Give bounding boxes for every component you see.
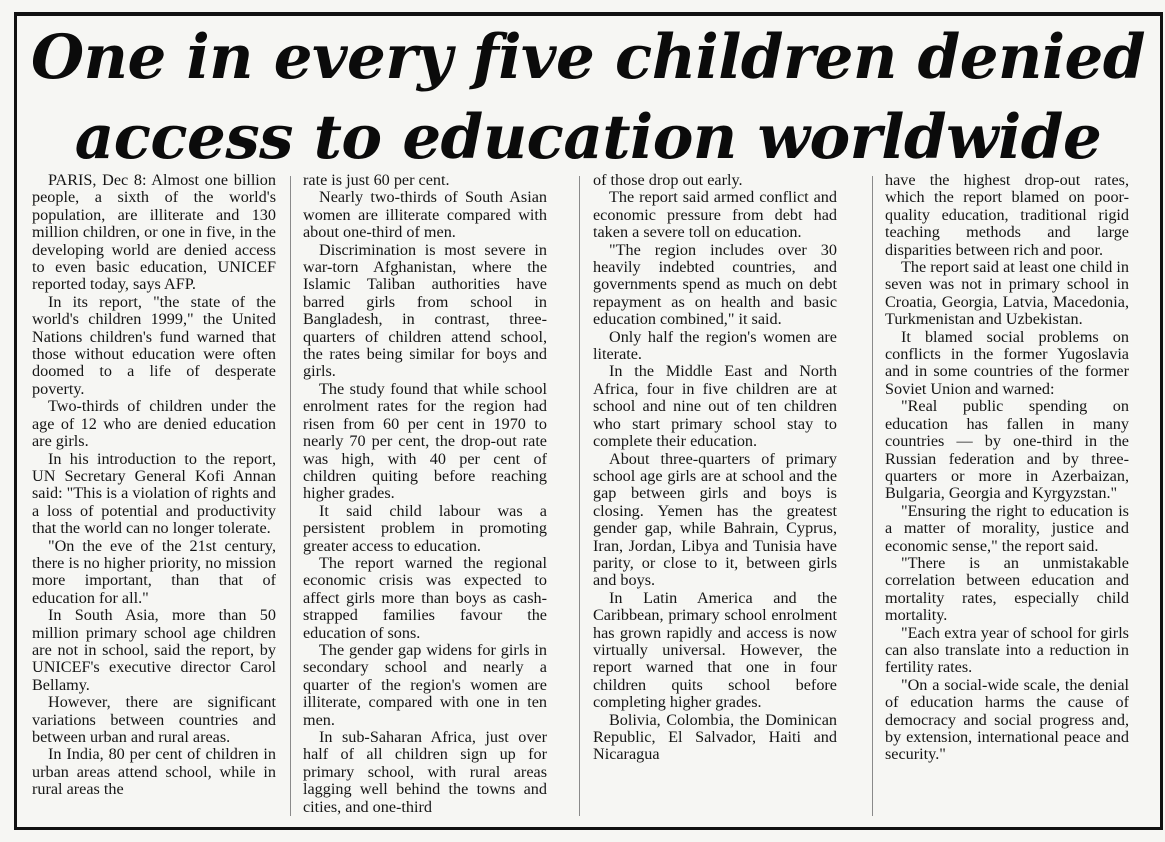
paragraph: The report warned the regional economic crisis was expected to affect girls more than boys as cash-strapped families favour the education of sons.	[303, 553, 547, 642]
paragraph: Only half the region's women are literate.	[593, 327, 837, 364]
paragraph: Two-thirds of children under the age of 12 who are denied education are girls.	[32, 397, 276, 451]
paragraph: "Ensuring the right to education is a matter of morality, justice and economic sense," the report said.	[885, 501, 1129, 555]
headline-line-1: One in every five children denied	[30, 22, 1146, 93]
paragraph-continuation: have the highest drop-out rates, which the report blamed on poor-quality education, traditional rigid teaching methods and large disparities between rich and poor.	[885, 172, 1129, 259]
paragraph: It said child labour was a persistent problem in promoting greater access to education.	[303, 501, 547, 555]
paragraph: About three-quarters of primary school age girls are at school and the gap between girls and boys is closing. Yemen has the greatest gender gap, while Bahrain, Cyprus, Iran, Jordan, Libya and Tunisia have parity, or close to it, between girls and boys.	[593, 449, 837, 590]
column-divider	[290, 176, 291, 816]
paragraph: "Each extra year of school for girls can also translate into a reduction in fertility rates.	[885, 623, 1129, 677]
paragraph: In sub-Saharan Africa, just over half of all children sign up for primary school, with rural areas lagging well behind the towns and cities, and one-third	[303, 728, 547, 816]
paragraph: PARIS, Dec 8: Almost one billion people, a sixth of the world's population, are illiterate and 130 million children, or one in five, in the developing world are denied access to even basic education, UNICEF reported today, says AFP.	[32, 172, 276, 294]
paragraph: In the Middle East and North Africa, four in five children are at school and nine out of ten children who start primary school stay to complete their education.	[593, 362, 837, 451]
border-right-rule	[1160, 12, 1163, 830]
border-left-rule	[14, 12, 17, 830]
column-divider	[872, 176, 873, 816]
paragraph: Bolivia, Colombia, the Dominican Republic, El Salvador, Haiti and Nicaragua	[593, 710, 837, 764]
paragraph: "The region includes over 30 heavily indebted countries, and governments spend as much on debt repayment as on health and basic education combined," it said.	[593, 240, 837, 329]
article-column-2	[303, 172, 547, 824]
paragraph: "On the eve of the 21st century, there is no higher priority, no mission more important, than that of education for all."	[32, 536, 276, 607]
border-top-rule	[14, 12, 1162, 16]
paragraph: The report said at least one child in seven was not in primary school in Croatia, Georgia, Latvia, Macedonia, Turkmenistan and Uzbekistan.	[885, 258, 1129, 329]
paragraph-continuation: of those drop out early.	[593, 172, 743, 189]
paragraph: "Real public spending on education has fallen in many countries — by one-third in the Russian federation and by three-quarters or more in Azerbaizan, Bulgaria, Georgia and Kyrgyzstan."	[885, 397, 1129, 503]
border-bottom-rule	[14, 827, 1163, 830]
paragraph: In India, 80 per cent of children in urban areas attend school, while in rural areas the	[32, 745, 276, 799]
paragraph: In South Asia, more than 50 million primary school age children are not in school, said the report, by UNICEF's executive director Carol Bellamy.	[32, 606, 276, 694]
paragraph: The study found that while school enrolment rates for the region had risen from 60 per cent in 1970 to nearly 70 per cent, the drop-out rate was high, with 40 per cent of children quiting before reaching higher grades.	[303, 379, 547, 503]
paragraph: However, there are significant variations between countries and between urban and rural areas.	[32, 693, 276, 746]
paragraph: The gender gap widens for girls in secondary school and nearly a quarter of the region's women are illiterate, compared with one in ten men.	[303, 640, 547, 729]
paragraph: In his introduction to the report, UN Secretary General Kofi Annan said: "This is a violation of rights and a loss of potential and productivity that the world can no longer tolerate.	[32, 449, 276, 538]
paragraph: Discrimination is most severe in war-torn Afghanistan, where the Islamic Taliban authorities have barred girls from school in Bangladesh, in contrast, three-quarters of children attend school, the rates being similar for boys and girls.	[303, 240, 547, 381]
paragraph: "There is an unmistakable correlation between education and mortality rates, especially child mortality.	[885, 553, 1129, 625]
paragraph: It blamed social problems on conflicts in the former Yugoslavia and in some countries of the former Soviet Union and warned:	[885, 327, 1129, 398]
paragraph: Nearly two-thirds of South Asian women are illiterate compared with about one-third of men.	[303, 188, 547, 242]
paragraph: "On a social-wide scale, the denial of education harms the cause of democracy and social progress and, by extension, international peace and security."	[885, 675, 1129, 764]
paragraph: In its report, "the state of the world's children 1999," the United Nations children's fund warned that those without education were often doomed to a life of desperate poverty.	[32, 292, 276, 398]
column-divider	[579, 176, 580, 816]
article-column-1	[32, 172, 276, 824]
paragraph-continuation: rate is just 60 per cent.	[303, 172, 450, 189]
paragraph: The report said armed conflict and economic pressure from debt had taken a severe toll on education.	[593, 188, 837, 242]
headline-line-2: access to education worldwide	[74, 102, 1102, 173]
article-column-4	[885, 172, 1129, 824]
paragraph: In Latin America and the Caribbean, primary school enrolment has grown rapidly and access is now virtually universal. However, the report warned that one in four children quits school before completing higher grades.	[593, 588, 837, 712]
article-column-3	[593, 172, 837, 824]
article-headline	[20, 18, 1156, 178]
